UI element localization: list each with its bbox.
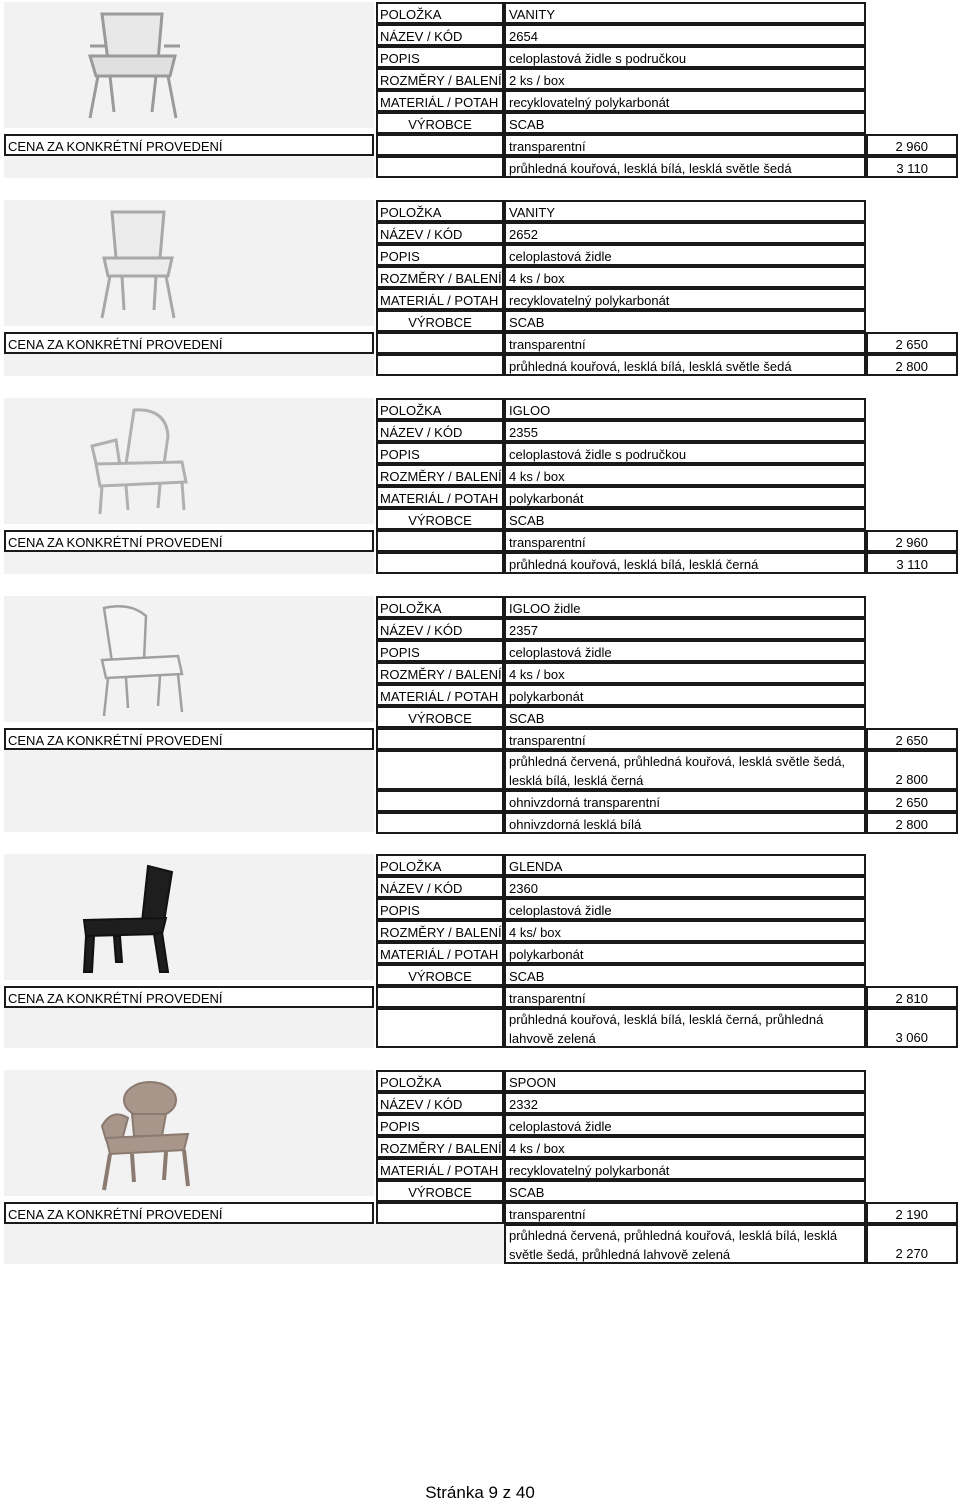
value-vyrobce: SCAB xyxy=(504,706,866,728)
product-block xyxy=(0,2,960,180)
blank-area xyxy=(4,354,374,376)
blank-cell xyxy=(376,530,504,552)
value-kod: 2654 xyxy=(504,24,866,46)
blank-cell xyxy=(376,552,504,574)
value-baleni: 4 ks / box xyxy=(504,662,866,684)
variant-price: 2 960 xyxy=(866,530,958,552)
value-popis: celoplastová židle xyxy=(504,244,866,266)
label-polozka: POLOŽKA xyxy=(376,854,504,876)
variant-price: 3 110 xyxy=(866,552,958,574)
variant-desc: průhledná kouřová, lesklá bílá, lesklá černá xyxy=(504,552,866,574)
variant-desc: průhledná červená, průhledná kouřová, lesklá bílá, lesklá světle šedá, průhledná lahvově zelená xyxy=(504,1224,866,1264)
label-vyrobce: VÝROBCE xyxy=(376,1180,504,1202)
variant-price: 2 650 xyxy=(866,728,958,750)
value-material: polykarbonát xyxy=(504,684,866,706)
value-kod: 2355 xyxy=(504,420,866,442)
value-baleni: 2 ks / box xyxy=(504,68,866,90)
label-rozmery-baleni: ROZMĚRY / BALENÍ xyxy=(376,662,504,684)
label-cena: CENA ZA KONKRÉTNÍ PROVEDENÍ xyxy=(4,986,374,1008)
variant-desc: průhledná červená, průhledná kouřová, lesklá světle šedá, lesklá bílá, lesklá černá xyxy=(504,750,866,790)
variant-price: 2 810 xyxy=(866,986,958,1008)
label-nazev-kod: NÁZEV / KÓD xyxy=(376,420,504,442)
variant-desc: ohnivzdorná lesklá bílá xyxy=(504,812,866,834)
variant-desc: průhledná kouřová, lesklá bílá, lesklá černá, průhledná lahvově zelená xyxy=(504,1008,866,1048)
page-number: Stránka 9 z 40 xyxy=(425,1483,535,1502)
variant-desc: transparentní xyxy=(504,134,866,156)
blank-area xyxy=(4,552,374,574)
label-material-potah: MATERIÁL / POTAH xyxy=(376,942,504,964)
label-popis: POPIS xyxy=(376,46,504,68)
variant-desc: průhledná kouřová, lesklá bílá, lesklá světle šedá xyxy=(504,156,866,178)
blank-cell xyxy=(376,812,504,834)
value-polozka: VANITY xyxy=(504,200,866,222)
label-material-potah: MATERIÁL / POTAH xyxy=(376,1158,504,1180)
label-rozmery-baleni: ROZMĚRY / BALENÍ xyxy=(376,464,504,486)
product-block xyxy=(0,596,960,836)
label-polozka: POLOŽKA xyxy=(376,398,504,420)
label-vyrobce: VÝROBCE xyxy=(376,112,504,134)
value-popis: celoplastová židle xyxy=(504,640,866,662)
label-cena: CENA ZA KONKRÉTNÍ PROVEDENÍ xyxy=(4,1202,374,1224)
product-block xyxy=(0,398,960,576)
variant-desc: transparentní xyxy=(504,1202,866,1224)
label-vyrobce: VÝROBCE xyxy=(376,508,504,530)
label-polozka: POLOŽKA xyxy=(376,200,504,222)
label-popis: POPIS xyxy=(376,442,504,464)
value-baleni: 4 ks / box xyxy=(504,1136,866,1158)
label-nazev-kod: NÁZEV / KÓD xyxy=(376,24,504,46)
label-nazev-kod: NÁZEV / KÓD xyxy=(376,222,504,244)
value-polozka: IGLOO xyxy=(504,398,866,420)
vanity-armchair-icon xyxy=(80,6,190,124)
value-baleni: 4 ks/ box xyxy=(504,920,866,942)
value-material: recyklovatelný polykarbonát xyxy=(504,288,866,310)
product-block xyxy=(0,854,960,1050)
variant-desc: transparentní xyxy=(504,530,866,552)
spoon-chair-icon xyxy=(92,1078,202,1194)
label-polozka: POLOŽKA xyxy=(376,596,504,618)
label-polozka: POLOŽKA xyxy=(376,2,504,24)
variant-price: 2 960 xyxy=(866,134,958,156)
blank-cell xyxy=(376,750,504,790)
value-popis: celoplastová židle s područkou xyxy=(504,46,866,68)
label-vyrobce: VÝROBCE xyxy=(376,964,504,986)
value-polozka: IGLOO židle xyxy=(504,596,866,618)
value-vyrobce: SCAB xyxy=(504,112,866,134)
value-material: recyklovatelný polykarbonát xyxy=(504,90,866,112)
blank-cell xyxy=(376,354,504,376)
value-kod: 2357 xyxy=(504,618,866,640)
variant-desc: ohnivzdorná transparentní xyxy=(504,790,866,812)
blank-cell xyxy=(376,986,504,1008)
label-cena: CENA ZA KONKRÉTNÍ PROVEDENÍ xyxy=(4,332,374,354)
value-polozka: SPOON xyxy=(504,1070,866,1092)
vanity-chair-icon xyxy=(90,206,190,324)
value-baleni: 4 ks / box xyxy=(504,266,866,288)
variant-desc: transparentní xyxy=(504,986,866,1008)
variant-price: 2 800 xyxy=(866,750,958,790)
value-popis: celoplastová židle xyxy=(504,1114,866,1136)
label-polozka: POLOŽKA xyxy=(376,1070,504,1092)
blank-cell xyxy=(376,1202,504,1224)
value-kod: 2332 xyxy=(504,1092,866,1114)
label-vyrobce: VÝROBCE xyxy=(376,310,504,332)
label-cena: CENA ZA KONKRÉTNÍ PROVEDENÍ xyxy=(4,134,374,156)
product-block xyxy=(0,1070,960,1266)
blank-cell xyxy=(376,1008,504,1048)
label-material-potah: MATERIÁL / POTAH xyxy=(376,684,504,706)
label-popis: POPIS xyxy=(376,1114,504,1136)
glenda-chair-icon xyxy=(76,860,186,978)
value-baleni: 4 ks / box xyxy=(504,464,866,486)
label-vyrobce: VÝROBCE xyxy=(376,706,504,728)
label-rozmery-baleni: ROZMĚRY / BALENÍ xyxy=(376,920,504,942)
blank-area xyxy=(4,156,374,178)
value-vyrobce: SCAB xyxy=(504,310,866,332)
igloo-chair-icon xyxy=(90,602,190,720)
value-popis: celoplastová židle xyxy=(504,898,866,920)
value-vyrobce: SCAB xyxy=(504,964,866,986)
label-nazev-kod: NÁZEV / KÓD xyxy=(376,876,504,898)
label-material-potah: MATERIÁL / POTAH xyxy=(376,486,504,508)
blank-cell xyxy=(376,156,504,178)
variant-price: 2 800 xyxy=(866,812,958,834)
variant-price: 2 650 xyxy=(866,790,958,812)
value-material: polykarbonát xyxy=(504,486,866,508)
blank-cell xyxy=(376,728,504,750)
variant-desc: transparentní xyxy=(504,728,866,750)
label-popis: POPIS xyxy=(376,898,504,920)
blank-cell xyxy=(376,332,504,354)
blank-cell xyxy=(376,790,504,812)
label-cena: CENA ZA KONKRÉTNÍ PROVEDENÍ xyxy=(4,728,374,750)
variant-price: 2 800 xyxy=(866,354,958,376)
label-rozmery-baleni: ROZMĚRY / BALENÍ xyxy=(376,68,504,90)
value-kod: 2360 xyxy=(504,876,866,898)
variant-price: 2 650 xyxy=(866,332,958,354)
value-popis: celoplastová židle s područkou xyxy=(504,442,866,464)
variant-price: 3 110 xyxy=(866,156,958,178)
label-nazev-kod: NÁZEV / KÓD xyxy=(376,618,504,640)
label-material-potah: MATERIÁL / POTAH xyxy=(376,90,504,112)
value-material: polykarbonát xyxy=(504,942,866,964)
blank-cell xyxy=(376,134,504,156)
variant-desc: transparentní xyxy=(504,332,866,354)
label-popis: POPIS xyxy=(376,244,504,266)
value-vyrobce: SCAB xyxy=(504,508,866,530)
product-block xyxy=(0,200,960,378)
label-rozmery-baleni: ROZMĚRY / BALENÍ xyxy=(376,266,504,288)
variant-desc: průhledná kouřová, lesklá bílá, lesklá světle šedá xyxy=(504,354,866,376)
value-vyrobce: SCAB xyxy=(504,1180,866,1202)
value-material: recyklovatelný polykarbonát xyxy=(504,1158,866,1180)
label-nazev-kod: NÁZEV / KÓD xyxy=(376,1092,504,1114)
value-kod: 2652 xyxy=(504,222,866,244)
label-popis: POPIS xyxy=(376,640,504,662)
blank-area xyxy=(4,750,374,832)
value-polozka: GLENDA xyxy=(504,854,866,876)
variant-price: 2 270 xyxy=(866,1224,958,1264)
label-rozmery-baleni: ROZMĚRY / BALENÍ xyxy=(376,1136,504,1158)
variant-price: 2 190 xyxy=(866,1202,958,1224)
blank-area xyxy=(4,1224,504,1264)
label-cena: CENA ZA KONKRÉTNÍ PROVEDENÍ xyxy=(4,530,374,552)
label-material-potah: MATERIÁL / POTAH xyxy=(376,288,504,310)
blank-area xyxy=(4,1008,374,1048)
igloo-armchair-icon xyxy=(86,406,196,518)
value-polozka: VANITY xyxy=(504,2,866,24)
variant-price: 3 060 xyxy=(866,1008,958,1048)
product-image-area xyxy=(4,854,374,980)
